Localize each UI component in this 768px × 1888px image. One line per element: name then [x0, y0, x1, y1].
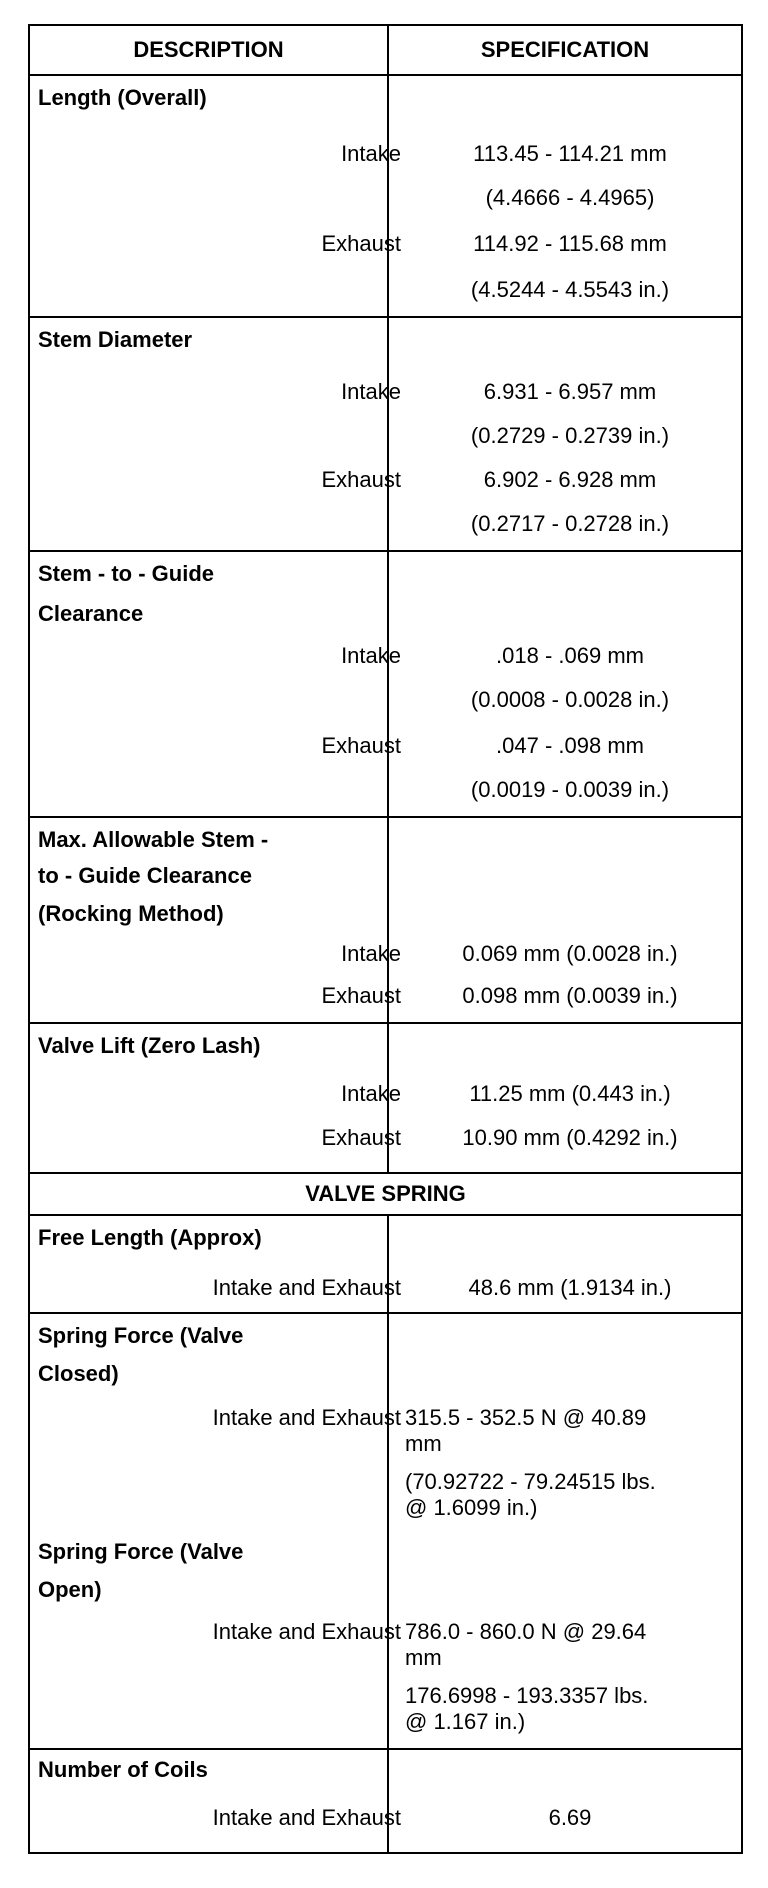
stem-guide-title-1: Stem - to - Guide	[38, 561, 214, 586]
stem-diameter-exhaust-label: Exhaust	[321, 467, 401, 492]
max-allowable-title-2: to - Guide Clearance	[38, 863, 252, 888]
divider	[30, 1312, 741, 1314]
stem-diameter-intake-mm: 6.931 - 6.957 mm	[483, 379, 657, 404]
spring-open-val2-l2: @ 1.167 in.)	[405, 1709, 526, 1734]
spring-open-title-2: Open)	[38, 1577, 102, 1602]
max-allowable-exhaust-val: 0.098 mm (0.0039 in.)	[462, 983, 678, 1008]
max-allowable-title-3: (Rocking Method)	[38, 901, 224, 926]
stem-guide-intake-mm: .018 - .069 mm	[496, 643, 644, 668]
free-length-title: Free Length (Approx)	[38, 1225, 262, 1250]
header-divider	[30, 74, 741, 76]
spring-closed-label: Intake and Exhaust	[212, 1405, 401, 1430]
max-allowable-exhaust-label: Exhaust	[321, 983, 401, 1008]
length-exhaust-mm: 114.92 - 115.68 mm	[473, 231, 667, 256]
valve-lift-intake-label: Intake	[341, 1081, 401, 1106]
stem-guide-exhaust-mm: .047 - .098 mm	[496, 733, 644, 758]
header-description: DESCRIPTION	[133, 37, 284, 62]
divider	[30, 1172, 741, 1174]
spring-closed-val1-l1: 315.5 - 352.5 N @ 40.89	[405, 1405, 647, 1430]
valve-spec-table	[28, 24, 743, 1854]
divider	[30, 316, 741, 318]
coils-title: Number of Coils	[38, 1757, 208, 1782]
header-specification: SPECIFICATION	[480, 37, 650, 62]
spring-closed-val1-l2: mm	[405, 1431, 442, 1456]
spring-open-val1-l1: 786.0 - 860.0 N @ 29.64	[405, 1619, 647, 1644]
free-length-val: 48.6 mm (1.9134 in.)	[468, 1275, 672, 1300]
spring-closed-title-1: Spring Force (Valve	[38, 1323, 244, 1348]
spring-open-val1-l2: mm	[405, 1645, 442, 1670]
length-exhaust-label: Exhaust	[321, 231, 401, 256]
coils-val: 6.69	[548, 1805, 592, 1830]
spring-closed-val2-l1: (70.92722 - 79.24515 lbs.	[405, 1469, 656, 1494]
length-intake-in: (4.4666 - 4.4965)	[485, 185, 655, 210]
stem-diameter-title: Stem Diameter	[38, 327, 193, 352]
coils-label: Intake and Exhaust	[212, 1805, 401, 1830]
length-title: Length (Overall)	[38, 85, 207, 110]
spring-closed-title-2: Closed)	[38, 1361, 119, 1386]
max-allowable-title-1: Max. Allowable Stem -	[38, 827, 269, 852]
stem-guide-exhaust-in: (0.0019 - 0.0039 in.)	[470, 777, 670, 802]
length-intake-label: Intake	[341, 141, 401, 166]
valve-lift-exhaust-val: 10.90 mm (0.4292 in.)	[462, 1125, 678, 1150]
spring-open-val2-l1: 176.6998 - 193.3357 lbs.	[405, 1683, 649, 1708]
stem-diameter-intake-label: Intake	[341, 379, 401, 404]
divider	[30, 816, 741, 818]
max-allowable-intake-val: 0.069 mm (0.0028 in.)	[462, 941, 678, 966]
divider	[30, 1022, 741, 1024]
divider	[30, 550, 741, 552]
stem-diameter-intake-in: (0.2729 - 0.2739 in.)	[470, 423, 670, 448]
stem-guide-intake-in: (0.0008 - 0.0028 in.)	[470, 687, 670, 712]
valve-spring-header: VALVE SPRING	[305, 1181, 466, 1206]
stem-diameter-exhaust-in: (0.2717 - 0.2728 in.)	[470, 511, 670, 536]
column-divider-bottom	[387, 1214, 389, 1854]
stem-diameter-exhaust-mm: 6.902 - 6.928 mm	[483, 467, 657, 492]
free-length-label: Intake and Exhaust	[212, 1275, 401, 1300]
valve-lift-intake-val: 11.25 mm (0.443 in.)	[469, 1081, 671, 1106]
spring-closed-val2-l2: @ 1.6099 in.)	[405, 1495, 538, 1520]
length-intake-mm: 113.45 - 114.21 mm	[473, 141, 667, 166]
stem-guide-exhaust-label: Exhaust	[321, 733, 401, 758]
stem-guide-title-2: Clearance	[38, 601, 144, 626]
stem-guide-intake-label: Intake	[341, 643, 401, 668]
spring-open-label: Intake and Exhaust	[212, 1619, 401, 1644]
length-exhaust-in: (4.5244 - 4.5543 in.)	[470, 277, 670, 302]
max-allowable-intake-label: Intake	[341, 941, 401, 966]
divider	[30, 1214, 741, 1216]
divider	[30, 1748, 741, 1750]
spring-open-title-1: Spring Force (Valve	[38, 1539, 244, 1564]
valve-lift-exhaust-label: Exhaust	[321, 1125, 401, 1150]
valve-lift-title: Valve Lift (Zero Lash)	[38, 1033, 261, 1058]
